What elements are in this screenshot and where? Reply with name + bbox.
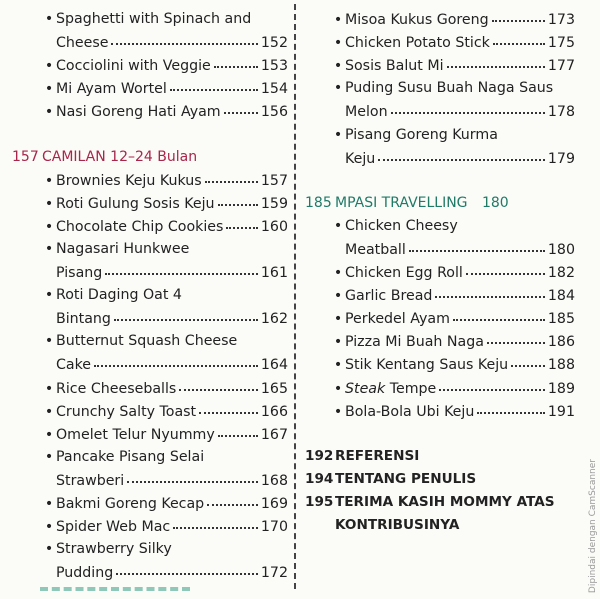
toc-entry (331, 215, 575, 238)
toc-entry-line (305, 147, 575, 170)
leader-dots (111, 29, 257, 45)
leader-dots (378, 145, 545, 161)
toc-entry (42, 538, 288, 561)
page-number: 172 (260, 565, 288, 582)
toc-entry (42, 100, 288, 124)
leader-dots (435, 282, 545, 298)
toc-entry (42, 261, 288, 285)
entry-title: Bola-Bola Ubi Keju (345, 403, 475, 420)
toc-entry (42, 284, 288, 307)
page-number: 173 (547, 12, 575, 28)
bullet-icon: • (333, 217, 343, 234)
reference-title: KONTRIBUSINYA (335, 517, 460, 533)
page-number: 160 (260, 218, 288, 235)
page-number: 152 (260, 35, 288, 52)
bullet-icon: • (44, 81, 54, 98)
toc-entry-line (305, 31, 575, 54)
toc-entry (42, 515, 288, 539)
page-number: 159 (260, 195, 288, 212)
reference-entry (305, 468, 575, 491)
toc-entry-line (305, 400, 575, 423)
scanner-watermark: Dipindai dengan CamScanner (588, 458, 598, 593)
bullet-icon: • (333, 12, 343, 28)
toc-entry-line (12, 492, 288, 515)
reference-title: TENTANG PENULIS (335, 470, 477, 487)
toc-entry-line (12, 400, 288, 423)
bullet-icon: • (333, 357, 343, 374)
page-number: 170 (260, 519, 288, 536)
entry-title: Spaghetti with Spinach and (56, 11, 252, 27)
bullet-icon: • (44, 11, 54, 27)
toc-entry-line (305, 8, 575, 31)
page-number: 189 (547, 380, 575, 397)
bullet-icon: • (44, 541, 54, 558)
toc-entry (42, 307, 288, 331)
toc-entry-line (305, 261, 575, 284)
page-number: 175 (547, 35, 575, 52)
leader-dots (105, 259, 258, 275)
bullet-icon: • (333, 311, 343, 328)
entry-title: Pizza Mi Buah Naga (345, 334, 484, 351)
toc-entry (42, 238, 288, 261)
page-number: 156 (260, 104, 288, 121)
toc-entry (42, 423, 288, 447)
entry-title: Spider Web Mac (56, 519, 171, 536)
entry-title: Crunchy Salty Toast (56, 403, 197, 420)
toc-entry-line (12, 215, 288, 238)
leader-dots (224, 98, 258, 114)
page-number: 153 (260, 58, 288, 75)
page-number: 161 (260, 265, 288, 281)
page-number: 157 (260, 172, 288, 189)
leader-dots (226, 213, 258, 229)
section-title: MPASI TRAVELLING (335, 194, 468, 211)
bullet-icon: • (44, 426, 54, 443)
leader-dots (179, 375, 258, 391)
page-number: 165 (260, 380, 288, 397)
leader-dots (492, 6, 545, 22)
toc-entry-line (12, 469, 288, 492)
page-number: 186 (547, 334, 575, 351)
entry-title: Pisang (56, 265, 103, 281)
toc-entry-line (12, 77, 288, 100)
bullet-icon: • (333, 80, 343, 97)
toc-entry-line (12, 54, 288, 77)
bullet-icon: • (44, 496, 54, 512)
entry-title: Butternut Squash Cheese (56, 333, 238, 350)
entry-title: Chicken Potato Stick (345, 35, 490, 52)
toc-entry-line (12, 8, 288, 31)
bullet-icon: • (44, 448, 54, 465)
toc-entry (331, 124, 575, 147)
toc-entry-line (12, 515, 288, 538)
toc-entry-line (12, 100, 288, 123)
page-number: 184 (547, 288, 575, 305)
entry-title: Perkedel Ayam (345, 311, 450, 328)
entry-title: Meatball (345, 241, 406, 258)
section-heading (12, 146, 288, 169)
toc-entry-line (305, 215, 575, 238)
leader-dots (477, 398, 545, 414)
bullet-icon: • (333, 288, 343, 305)
bullet-icon: • (44, 287, 54, 304)
page-number: 188 (547, 357, 575, 374)
column-divider (294, 4, 296, 589)
entry-title: Chicken Cheesy (345, 217, 458, 234)
page-number: 180 (547, 241, 575, 258)
entry-title: Keju (345, 150, 376, 167)
entry-title: Cocciolini with Veggie (56, 58, 211, 75)
reference-page-number: 192 (305, 447, 334, 464)
toc-entry-line (12, 261, 288, 284)
entry-title: Puding Susu Buah Naga Saus (345, 80, 554, 97)
entry-title: Roti Gulung Sosis Keju (56, 195, 215, 212)
page-number: 191 (547, 403, 575, 420)
toc-entry-line (12, 169, 288, 192)
entry-title: Misoa Kukus Goreng (345, 12, 489, 28)
leader-dots (207, 490, 258, 506)
entry-title: Strawberi (56, 472, 125, 489)
entry-title: Stik Kentang Saus Keju (345, 357, 509, 374)
entry-title: Chocolate Chip Cookies (56, 218, 224, 235)
leader-dots (199, 398, 258, 414)
reference-entry (305, 491, 575, 514)
leader-dots (466, 259, 545, 275)
entry-title: Mi Ayam Wortel (56, 81, 167, 98)
entry-title: Brownies Keju Kukus (56, 172, 202, 189)
section-start-page: 180 (477, 194, 509, 211)
toc-entry (331, 147, 575, 171)
toc-entry-line (12, 31, 288, 54)
page-number: 182 (547, 265, 575, 281)
section-page-number: 185 (305, 194, 332, 211)
entry-title: Rice Cheeseballs (56, 380, 177, 397)
toc-entry-line (305, 238, 575, 261)
entry-title: Pudding (56, 565, 114, 582)
leader-dots (447, 52, 545, 68)
toc-entry-line (305, 330, 575, 353)
bullet-icon: • (44, 380, 54, 397)
entry-title: Nagasari Hunkwee (56, 240, 190, 257)
bullet-icon: • (44, 218, 54, 235)
toc-entry-line (305, 124, 575, 147)
reference-page-number: 194 (305, 470, 334, 487)
toc-entry-line (305, 100, 575, 123)
bullet-icon: • (44, 195, 54, 212)
page-number: 164 (260, 357, 288, 374)
toc-entry-line (305, 353, 575, 376)
toc-entry (331, 77, 575, 100)
page-number: 177 (547, 58, 575, 75)
section-page-number: 157 (12, 148, 39, 165)
toc-entry-line (12, 538, 288, 561)
page-number: 179 (547, 150, 575, 167)
leader-dots (114, 305, 258, 321)
bullet-icon: • (333, 380, 343, 397)
entry-title: Roti Daging Oat 4 (56, 287, 182, 304)
toc-entry-line (305, 284, 575, 307)
bullet-icon: • (44, 333, 54, 350)
entry-title: Bakmi Goreng Kecap (56, 496, 205, 512)
toc-entry (42, 215, 288, 239)
toc-entry (42, 8, 288, 31)
leader-dots (205, 167, 258, 183)
toc-entry-line (305, 307, 575, 330)
section-title: CAMILAN 12–24 Bulan (42, 148, 198, 165)
leader-dots (173, 513, 258, 529)
toc-entry-line (305, 377, 575, 400)
bullet-icon: • (44, 172, 54, 189)
reference-entry-continued (305, 514, 575, 537)
page-number: 166 (260, 403, 288, 420)
reference-title: TERIMA KASIH MOMMY ATAS (335, 493, 555, 510)
toc-entry-line (12, 377, 288, 400)
entry-title: Cheese (56, 35, 109, 52)
reference-title: REFERENSI (335, 447, 420, 464)
toc-entry (42, 446, 288, 469)
toc-entry-line (12, 192, 288, 215)
reference-page-number: 195 (305, 493, 334, 510)
entry-title: Cake (56, 357, 92, 374)
entry-title: Steak Tempe (345, 380, 437, 397)
bullet-icon: • (44, 104, 54, 121)
bullet-icon: • (333, 403, 343, 420)
bullet-icon: • (44, 240, 54, 257)
toc-entry-line (12, 446, 288, 469)
leader-dots (487, 328, 545, 344)
page-number: 162 (260, 311, 288, 328)
decorative-border (40, 587, 190, 599)
toc-entry-line (305, 77, 575, 100)
toc-entry (331, 100, 575, 124)
leader-dots (391, 98, 545, 114)
entry-title: Garlic Bread (345, 288, 433, 305)
entry-title: Omelet Telur Nyummy (56, 426, 215, 443)
bullet-icon: • (333, 126, 343, 143)
entry-title: Pancake Pisang Selai (56, 448, 205, 465)
page-number: 154 (260, 81, 288, 98)
toc-entry-line (12, 238, 288, 261)
leader-dots (94, 351, 258, 367)
toc-entry-line (12, 423, 288, 446)
leader-dots (116, 559, 258, 575)
page-number: 185 (547, 311, 575, 328)
bullet-icon: • (333, 58, 343, 75)
bullet-icon: • (44, 403, 54, 420)
toc-entry (42, 561, 288, 585)
toc-entry-line (12, 307, 288, 330)
leader-dots (409, 236, 545, 252)
section-heading (305, 192, 575, 215)
leader-dots (127, 467, 258, 483)
leader-dots (218, 421, 258, 437)
entry-title: Bintang (56, 311, 111, 328)
toc-entry (331, 54, 575, 78)
bullet-icon: • (333, 334, 343, 351)
entry-title: Pisang Goreng Kurma (345, 126, 498, 143)
entry-title: Strawberry Silky (56, 541, 172, 558)
bullet-icon: • (333, 265, 343, 281)
leader-dots (170, 75, 258, 91)
bullet-icon: • (44, 58, 54, 75)
leader-dots (214, 52, 258, 68)
page-number: 168 (260, 472, 288, 489)
toc-entry-line (305, 54, 575, 77)
toc-entry (42, 330, 288, 353)
leader-dots (218, 190, 258, 206)
page-number: 169 (260, 496, 288, 512)
entry-title: Sosis Balut Mi (345, 58, 444, 75)
entry-title: Nasi Goreng Hati Ayam (56, 104, 221, 121)
bullet-icon: • (333, 35, 343, 52)
leader-dots (439, 375, 545, 391)
page-number: 167 (260, 426, 288, 443)
toc-entry-line (12, 353, 288, 376)
page-number: 178 (547, 104, 575, 121)
toc-entry (331, 400, 575, 424)
reference-entry (305, 445, 575, 468)
leader-dots (453, 305, 545, 321)
entry-title: Melon (345, 104, 388, 121)
entry-title: Chicken Egg Roll (345, 265, 463, 281)
leader-dots (493, 29, 545, 45)
toc-entry-line (12, 561, 288, 584)
toc-entry-line (12, 330, 288, 353)
toc-entry-line (12, 284, 288, 307)
bullet-icon: • (44, 519, 54, 536)
entry-title-italic: Steak (345, 380, 386, 397)
leader-dots (511, 351, 545, 367)
